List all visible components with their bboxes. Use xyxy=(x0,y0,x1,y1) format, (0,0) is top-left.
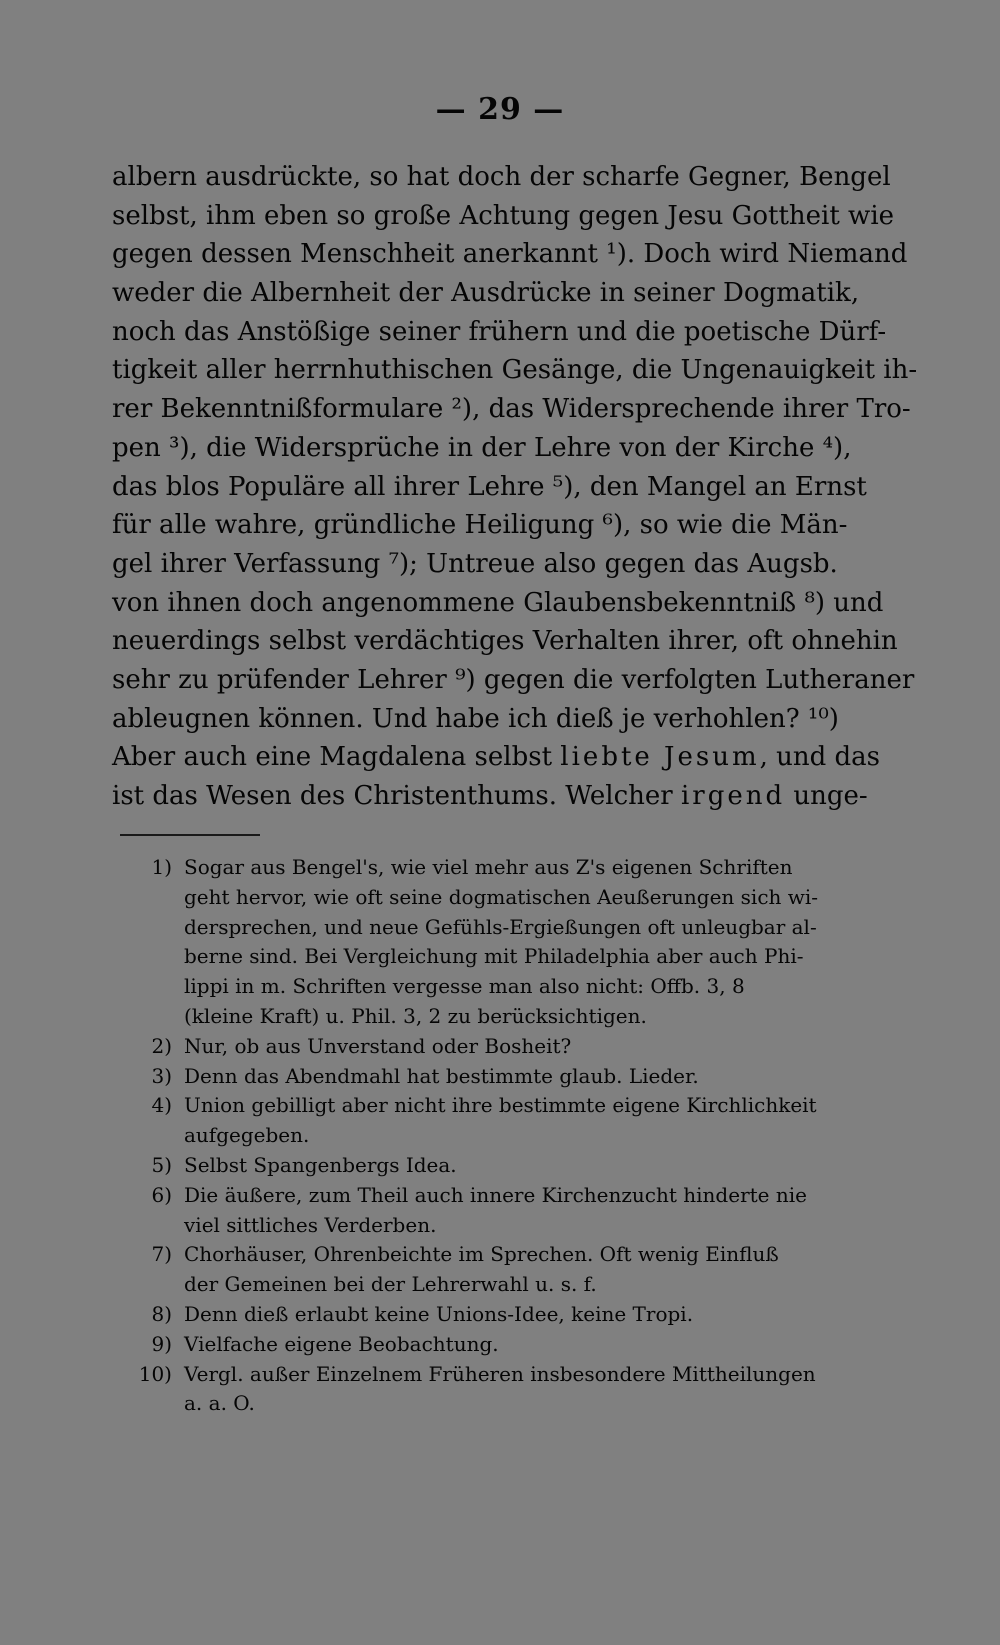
footnote-number: 9) xyxy=(151,1331,172,1356)
footnote-line: Nur, ob aus Unverstand oder Bosheit? xyxy=(184,1033,572,1058)
footnote-line: aufgegeben. xyxy=(184,1123,310,1148)
text-line: gel ihrer Verfassung ⁷); Untreue also gegen das Augsb. xyxy=(112,548,838,579)
footnote-line: Vielfache eigene Beobachtung. xyxy=(184,1331,499,1356)
footnotes xyxy=(120,853,834,1419)
footnote-text xyxy=(184,1062,834,1092)
page-number: — 29 — xyxy=(435,92,565,127)
text-line: albern ausdrückte, so hat doch der scharfe Gegner, Bengel xyxy=(112,162,891,192)
footnote-number: 1) xyxy=(151,855,172,879)
footnote-line: viel sittliches Verderben. xyxy=(184,1212,437,1237)
text-segment: unge- xyxy=(785,781,868,811)
footnote-number: 8) xyxy=(151,1301,172,1326)
footnote-line: Die äußere, zum Theil auch innere Kirchenzucht hinderte nie xyxy=(184,1182,807,1207)
footnote-text xyxy=(184,1240,834,1300)
text-line xyxy=(112,738,881,777)
emphasized-text: irgend xyxy=(680,781,786,811)
text-line: sehr zu prüfender Lehrer ⁹) gegen die verfolgten Lutheraner xyxy=(112,664,915,695)
text-line: weder die Albernheit der Ausdrücke in seiner Dogmatik, xyxy=(112,278,860,309)
text-line: selbst, ihm eben so große Achtung gegen Jesu Gottheit wie xyxy=(112,200,895,231)
text-line: das blos Populäre all ihrer Lehre ⁵), den Mangel an Ernst xyxy=(112,471,867,502)
footnote-line: Sogar aus Bengel's, wie viel mehr aus Z's eigenen Schriften xyxy=(184,855,793,879)
text-line: für alle wahre, gründliche Heiligung ⁶), so wie die Män- xyxy=(112,510,848,541)
footnote-number: 6) xyxy=(151,1182,172,1207)
text-line: noch das Anstößige seiner frühern und die poetische Dürf- xyxy=(112,316,887,347)
footnote-line: (kleine Kraft) u. Phil. 3, 2 zu berücksichtigen. xyxy=(184,1003,647,1028)
footnote-line: lippi in m. Schriften vergesse man also nicht: Offb. 3, 8 xyxy=(184,974,745,999)
footnote-text xyxy=(184,1330,834,1360)
footnote xyxy=(120,1330,834,1360)
footnote-line: geht hervor, wie oft seine dogmatischen Aeußerungen sich wi- xyxy=(184,884,819,909)
footnote-number: 4) xyxy=(151,1093,172,1118)
footnote-text xyxy=(184,1300,834,1330)
footnote-line: Denn dieß erlaubt keine Unions-Idee, keine Tropi. xyxy=(184,1301,694,1326)
main-text xyxy=(112,158,918,816)
footnote-number: 2) xyxy=(151,1033,172,1058)
text-segment: ist das Wesen des Christenthums. Welcher xyxy=(112,781,681,811)
footnote-text xyxy=(184,853,834,1032)
footnote-number: 10) xyxy=(138,1361,172,1386)
emphasized-text: liebte Jesum xyxy=(560,742,760,773)
text-line: tigkeit aller herrnhuthischen Gesänge, die Ungenauigkeit ih- xyxy=(112,355,918,386)
footnote-text xyxy=(184,1032,834,1062)
footnote-line: der Gemeinen bei der Lehrerwahl u. s. f. xyxy=(184,1272,597,1297)
footnote-line: berne sind. Bei Vergleichung mit Philadelphia aber auch Phi- xyxy=(184,944,804,969)
footnote-line: Chorhäuser, Ohrenbeichte im Sprechen. Oft wenig Einfluß xyxy=(184,1242,779,1267)
text-line: neuerdings selbst verdächtiges Verhalten ihrer, oft ohnehin xyxy=(112,626,898,657)
text-line: pen ³), die Widersprüche in der Lehre von der Kirche ⁴), xyxy=(112,432,852,463)
footnote-line: Vergl. außer Einzelnem Früheren insbesondere Mittheilungen xyxy=(184,1361,816,1386)
footnote-number: 7) xyxy=(151,1242,172,1267)
footnote xyxy=(120,853,834,1032)
footnote-text xyxy=(184,1091,834,1151)
footnote xyxy=(120,1240,834,1300)
text-line: gegen dessen Menschheit anerkannt ¹). Doch wird Niemand xyxy=(112,239,908,270)
footnote-text xyxy=(184,1360,834,1420)
footnote xyxy=(120,1062,834,1092)
footnote xyxy=(120,1300,834,1330)
text-line xyxy=(112,777,868,816)
text-line: von ihnen doch angenommene Glaubensbekenntniß ⁸) und xyxy=(112,587,884,618)
text-line: rer Bekenntnißformulare ²), das Widersprechende ihrer Tro- xyxy=(112,394,911,425)
footnote xyxy=(120,1091,834,1151)
footnote-line: Denn das Abendmahl hat bestimmte glaub. Lieder. xyxy=(184,1063,699,1088)
text-line: ableugnen können. Und habe ich dieß je verhohlen? ¹⁰) xyxy=(112,703,839,734)
footnote-divider xyxy=(120,834,260,836)
footnote xyxy=(120,1360,834,1420)
footnote-line: a. a. O. xyxy=(184,1391,255,1416)
footnote xyxy=(120,1181,834,1241)
text-segment: , und das xyxy=(759,742,881,773)
footnote-number: 3) xyxy=(151,1063,172,1088)
footnote-number: 5) xyxy=(151,1152,172,1177)
footnote-line: Selbst Spangenbergs Idea. xyxy=(184,1152,457,1177)
footnote xyxy=(120,1032,834,1062)
footnote-text xyxy=(184,1151,834,1181)
footnote-text xyxy=(184,1181,834,1241)
footnote xyxy=(120,1151,834,1181)
footnote-line: Union gebilligt aber nicht ihre bestimmte eigene Kirchlichkeit xyxy=(184,1093,817,1118)
footnote-line: dersprechen, und neue Gefühls-Ergießungen oft unleugbar al- xyxy=(184,914,817,939)
text-segment: Aber auch eine Magdalena selbst xyxy=(112,742,561,773)
